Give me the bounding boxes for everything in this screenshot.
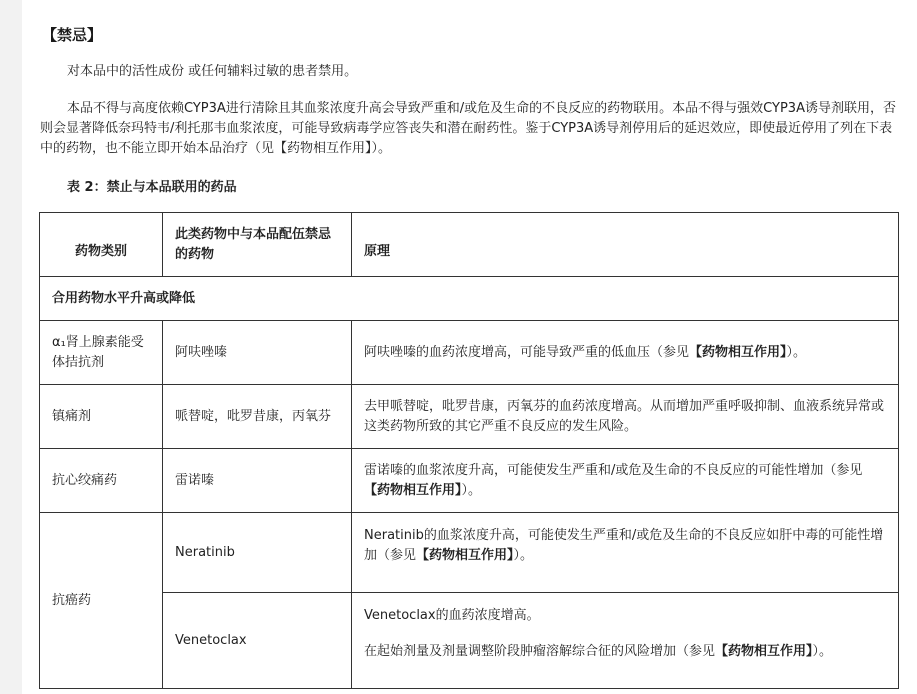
rationale-cell: 雷诺嗪的血浆浓度升高，可能使发生严重和/或危及生命的不良反应的可能性增加（参见【药物相互作用】）。 [352,449,899,513]
cross-reference: 【药物相互作用】 [689,344,787,360]
header-contraindicated-drugs: 此类药物中与本品配伍禁忌的药物 [163,213,352,277]
drug-cell: 哌替啶，吡罗昔康，丙氧芬 [163,385,352,449]
drug-class-cell: 抗心绞痛药 [40,449,163,513]
header-rationale: 原理 [352,213,899,277]
drug-class-cell: 抗癌药 [40,513,163,689]
group-row [40,277,899,321]
document-page [22,0,917,694]
table-row [40,513,899,593]
table-row [40,449,899,513]
table-header-row [40,213,899,277]
drug-cell: 阿呋唑嗪 [163,321,352,385]
paragraph-hypersensitivity: 对本品中的活性成份 或任何辅料过敏的患者禁用。 [67,64,358,79]
rationale-cell [352,593,899,689]
drug-cell: 雷诺嗪 [163,449,352,513]
rationale-cell: Neratinib的血浆浓度升高，可能使发生严重和/或危及生命的不良反应如肝中毒的可能性增加（参见【药物相互作用】）。 [352,513,899,593]
drug-cell: Venetoclax [163,593,352,689]
group-label: 合用药物水平升高或降低 [40,277,899,321]
cross-reference: 【药物相互作用】 [364,482,462,498]
cross-reference: 【药物相互作用】 [715,644,813,659]
header-drug-class: 药物类别 [40,213,163,277]
drug-class-cell: 镇痛剂 [40,385,163,449]
table-row [40,593,899,689]
section-title: 【禁忌】 [42,26,103,44]
table-caption: 表 2：禁止与本品联用的药品 [67,180,237,195]
rationale-line: Venetoclax的血药浓度增高。 [364,608,540,623]
cross-reference: 【药物相互作用】 [416,548,514,563]
table-row [40,385,899,449]
spacer [364,626,886,642]
drug-cell: Neratinib [163,513,352,593]
rationale-line: 在起始剂量及剂量调整阶段肿瘤溶解综合征的风险增加（参见【药物相互作用】）。 [364,644,833,659]
contraindicated-drugs-table [39,212,899,689]
table-row [40,321,899,385]
rationale-cell: 阿呋唑嗪的血药浓度增高，可能导致严重的低血压（参见【药物相互作用】）。 [352,321,899,385]
rationale-cell: 去甲哌替啶，吡罗昔康，丙氧芬的血药浓度增高。从而增加严重呼吸抑制、血液系统异常或这类药物所致的其它严重不良反应的发生风险。 [352,385,899,449]
paragraph-cyp3a: 本品不得与高度依赖CYP3A进行清除且其血浆浓度升高会导致严重和/或危及生命的不良反应的药物联用。本品不得与强效CYP3A诱导剂联用，否则会显著降低奈玛特韦/利托那韦血浆浓度，可能导致病毒学应答丧失和潜在耐药性。鉴于CYP3A诱导剂停用后的延迟效应，即使最近停用了列在下表中的药物，也不能立即开始本品治疗（见【药物相互作用】）。 [40,101,896,156]
drug-class-cell: α₁肾上腺素能受体拮抗剂 [40,321,163,385]
